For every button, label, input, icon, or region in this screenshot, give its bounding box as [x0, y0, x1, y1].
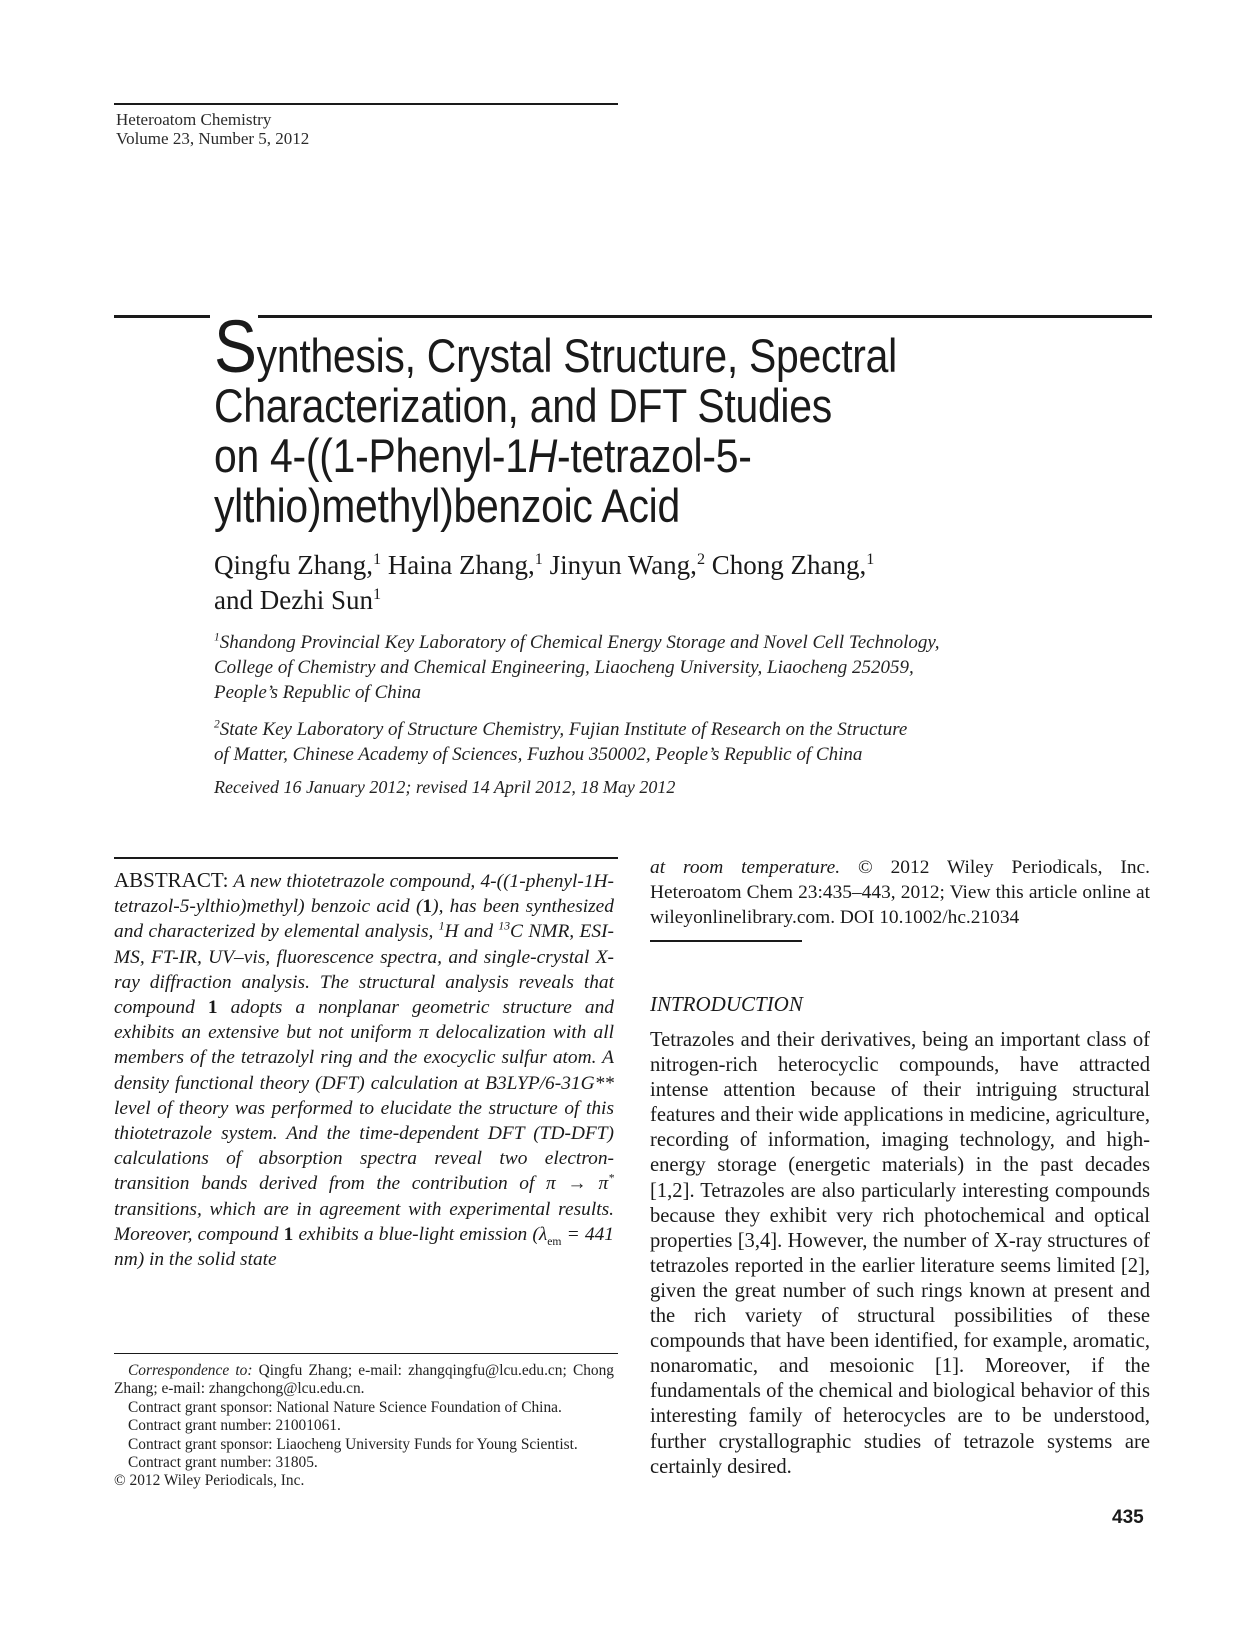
- abstract-continuation: [650, 855, 1150, 931]
- author-4-sup: 1: [866, 550, 875, 568]
- journal-volume: Volume 23, Number 5, 2012: [116, 129, 310, 148]
- journal-name: Heteroatom Chemistry: [116, 110, 272, 129]
- compound-ref-1: 1: [422, 896, 433, 918]
- affiliation-2: [214, 717, 907, 767]
- abstract-rule: [114, 857, 618, 859]
- footnote-grant-number-2: Contract grant number: 31805.: [128, 1454, 318, 1472]
- title-line-3b: -tetrazol-5-: [557, 429, 752, 482]
- footnote-grant-sponsor-1: Contract grant sponsor: National Nature Science Foundation of China.: [128, 1398, 562, 1416]
- compound-ref-2: 1: [207, 997, 218, 1019]
- introduction-heading: INTRODUCTION: [650, 992, 803, 1016]
- affiliation-2-line-2: of Matter, Chinese Academy of Sciences, Fuzhou 350002, People’s Republic of China: [214, 744, 863, 765]
- abstract-sub-em: em: [547, 1234, 562, 1248]
- title-initial: S: [214, 305, 257, 388]
- received-dates: Received 16 January 2012; revised 14 April 2012, 18 May 2012: [214, 777, 676, 797]
- abstract-continuation-italic: at room temperature.: [650, 857, 841, 878]
- author-1: Qingfu Zhang,: [214, 550, 373, 580]
- footnote-rule: [114, 1353, 618, 1354]
- abstract-label: ABSTRACT:: [114, 868, 229, 892]
- affiliation-1: [214, 630, 940, 705]
- affiliation-1-line-3: People’s Republic of China: [214, 682, 422, 703]
- author-3-sup: 2: [696, 550, 706, 568]
- compound-ref-3: 1: [283, 1223, 294, 1245]
- abstract-text-3: H and: [444, 921, 499, 943]
- author-4: Chong Zhang,: [705, 550, 867, 580]
- abstract-text-1: A new thiotetrazole compound, 4-((1-phenyl-1H-tetrazol-5-ylthio)methyl) benzoic acid (: [114, 871, 614, 918]
- article-title: [214, 305, 997, 532]
- abstract-text-6: transitions, which are in agreement with experimental results. Moreover, compound: [114, 1198, 614, 1245]
- abstract-end-rule: [650, 940, 802, 942]
- abstract-text-5: adopts a nonplanar geometric structure and exhibits an extensive but not uniform π delocalization with all members of the tetrazolyl ring and the exocyclic sulfur atom. A density functional theory (DFT) calculation at B3LYP/6-31G** level of theory was performed to elucidate the structure of this thiotetrazole system. And the time-dependent DFT (TD-DFT) calculations of absorption spectra reveal two electron-transition bands derived from the contribution of π → π: [114, 997, 614, 1195]
- abstract-text-7: exhibits a blue-light emission (λ: [293, 1223, 548, 1245]
- affiliation-1-line-2: College of Chemistry and Chemical Engineering, Liaocheng University, Liaocheng 252059,: [214, 657, 914, 678]
- affiliation-2-line-1: State Key Laboratory of Structure Chemistry, Fujian Institute of Research on the Structure: [219, 719, 908, 740]
- affiliation-2-sup: 2: [214, 718, 220, 731]
- title-rule-right: [258, 315, 1152, 318]
- author-list: [214, 548, 874, 618]
- author-2-sup: 1: [534, 550, 543, 568]
- introduction-text: Tetrazoles and their derivatives, being an important class of nitrogen-rich heterocyclic compounds, have attracted intense attention because of their intriguing structural features and their wide applications in medicine, agriculture, recording of information, imaging technology, and high-energy storage (energetic materials) in the past decades [1,2]. Tetrazoles are also particularly interesting compounds because they exhibit very rich photochemical and optical properties [3,4]. However, the number of X-ray structures of tetrazoles reported in the earlier literature seems limited [2], given the great number of such rings known at present and the rich variety of structural possibilities of these compounds that have been identified, for example, aromatic, nonaromatic, and mesoionic [1]. Moreover, if the fundamentals of the chemical and biological behavior of this interesting family of heterocycles are to be understood, further crystallographic studies of tetrazole systems are certainly desired.: [650, 1029, 1150, 1478]
- affiliation-1-sup: 1: [214, 631, 220, 644]
- author-5-sup: 1: [372, 585, 382, 603]
- footnote-copyright: © 2012 Wiley Periodicals, Inc.: [114, 1472, 305, 1490]
- footnote-correspondence: [114, 1362, 614, 1399]
- abstract-text-2: ), has been synthesized and characterized by elemental analysis,: [114, 896, 614, 943]
- title-line-4: ylthio)methyl)benzoic Acid: [214, 479, 680, 532]
- author-3: Jinyun Wang,: [542, 550, 697, 580]
- page-number: 435: [1112, 1507, 1144, 1528]
- footnote-correspondence-text: Qingfu Zhang; e-mail: zhangqingfu@lcu.edu.cn; Chong Zhang; e-mail: zhangchong@lcu.edu.cn.: [114, 1362, 614, 1398]
- affiliation-1-line-1: Shandong Provincial Key Laboratory of Chemical Energy Storage and Novel Cell Technology,: [219, 632, 940, 653]
- title-line-1: ynthesis, Crystal Structure, Spectral: [256, 329, 897, 382]
- author-2: Haina Zhang,: [381, 550, 535, 580]
- footnotes: [114, 1362, 614, 1491]
- abstract-text-4: C NMR, ESI-MS, FT-IR, UV–vis, fluorescence spectra, and single-crystal X-ray diffraction analysis. The structural analysis reveals that compound: [114, 921, 614, 1019]
- abstract-sup-star: *: [608, 1171, 614, 1185]
- title-line-3a: on 4-((1-Phenyl-1: [214, 429, 528, 482]
- title-line-3-italic: H: [527, 429, 558, 482]
- footnote-grant-number-1: Contract grant number: 21001061.: [128, 1417, 341, 1435]
- abstract: [114, 868, 614, 1272]
- title-line-2: Characterization, and DFT Studies: [214, 379, 832, 432]
- abstract-sup-13: 13: [498, 919, 511, 933]
- title-rule-left: [114, 315, 210, 318]
- footnote-correspondence-label: Correspondence to:: [128, 1362, 253, 1379]
- footnote-grant-sponsor-2: Contract grant sponsor: Liaocheng University Funds for Young Scientist.: [128, 1435, 578, 1453]
- abstract-text-8: = 441 nm) in the solid state: [114, 1223, 614, 1271]
- abstract-continuation-text: © 2012 Wiley Periodicals, Inc. Heteroatom Chem 23:435–443, 2012; View this article online at wileyonlinelibrary.com. DOI 10.1002/hc.21034: [650, 857, 1150, 929]
- author-5: and Dezhi Sun: [214, 585, 373, 615]
- header-rule: [114, 103, 618, 105]
- journal-header: [116, 110, 309, 148]
- abstract-sup-1: 1: [438, 919, 445, 933]
- author-1-sup: 1: [372, 550, 382, 568]
